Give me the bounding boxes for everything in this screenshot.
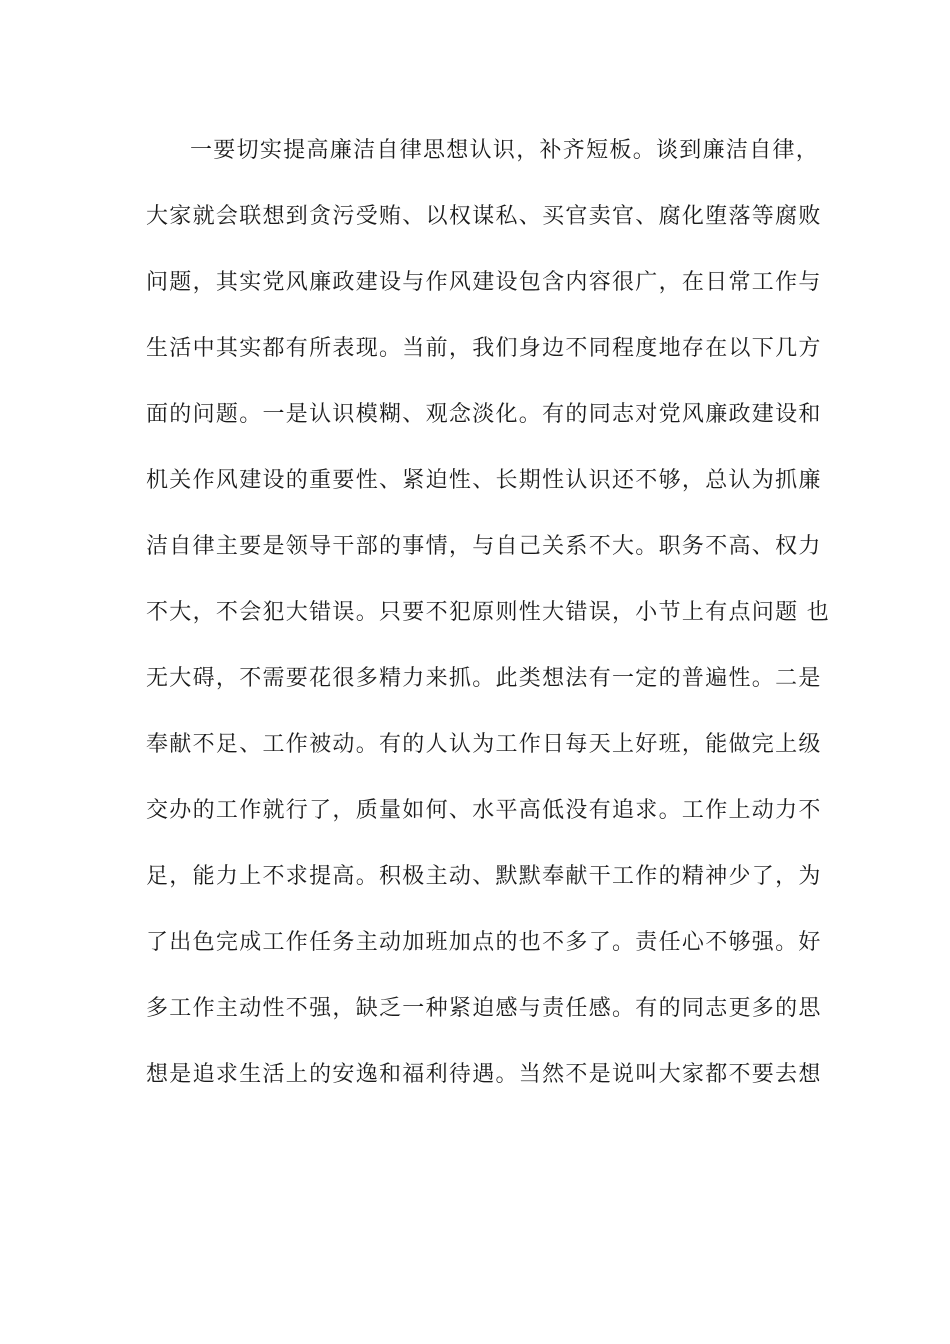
paragraph-line-1: 一要切实提高廉洁自律思想认识，补齐短板。谈到廉洁自律，: [190, 138, 820, 163]
paragraph-line-11: 交办的工作就行了，质量如何、水平高低没有追求。工作上动力不: [146, 798, 822, 823]
paragraph-line-9: 无大碍，不需要花很多精力来抓。此类想法有一定的普遍性。二是: [146, 666, 822, 691]
paragraph-line-7: 洁自律主要是领导干部的事情，与自己关系不大。职务不高、权力: [146, 534, 822, 559]
paragraph-line-13: 了出色完成工作任务主动加班加点的也不多了。责任心不够强。好: [146, 930, 822, 955]
paragraph-line-3: 问题，其实党风廉政建设与作风建设包含内容很广，在日常工作与: [146, 270, 822, 295]
paragraph-line-6: 机关作风建设的重要性、紧迫性、长期性认识还不够，总认为抓廉: [146, 468, 822, 493]
paragraph-line-2: 大家就会联想到贪污受贿、以权谋私、买官卖官、腐化堕落等腐败: [146, 204, 822, 229]
paragraph-line-5: 面的问题。一是认识模糊、观念淡化。有的同志对党风廉政建设和: [146, 402, 822, 427]
paragraph-line-8: 不大，不会犯大错误。只要不犯原则性大错误，小节上有点问题 也: [146, 600, 830, 625]
paragraph-line-10: 奉献不足、工作被动。有的人认为工作日每天上好班，能做完上级: [146, 732, 822, 757]
paragraph-line-15: 想是追求生活上的安逸和福利待遇。当然不是说叫大家都不要去想: [146, 1062, 822, 1087]
paragraph-line-4: 生活中其实都有所表现。当前，我们身边不同程度地存在以下几方: [146, 336, 822, 361]
paragraph-line-12: 足，能力上不求提高。积极主动、默默奉献干工作的精神少了，为: [146, 864, 822, 889]
paragraph-line-14: 多工作主动性不强，缺乏一种紧迫感与责任感。有的同志更多的思: [146, 996, 822, 1021]
